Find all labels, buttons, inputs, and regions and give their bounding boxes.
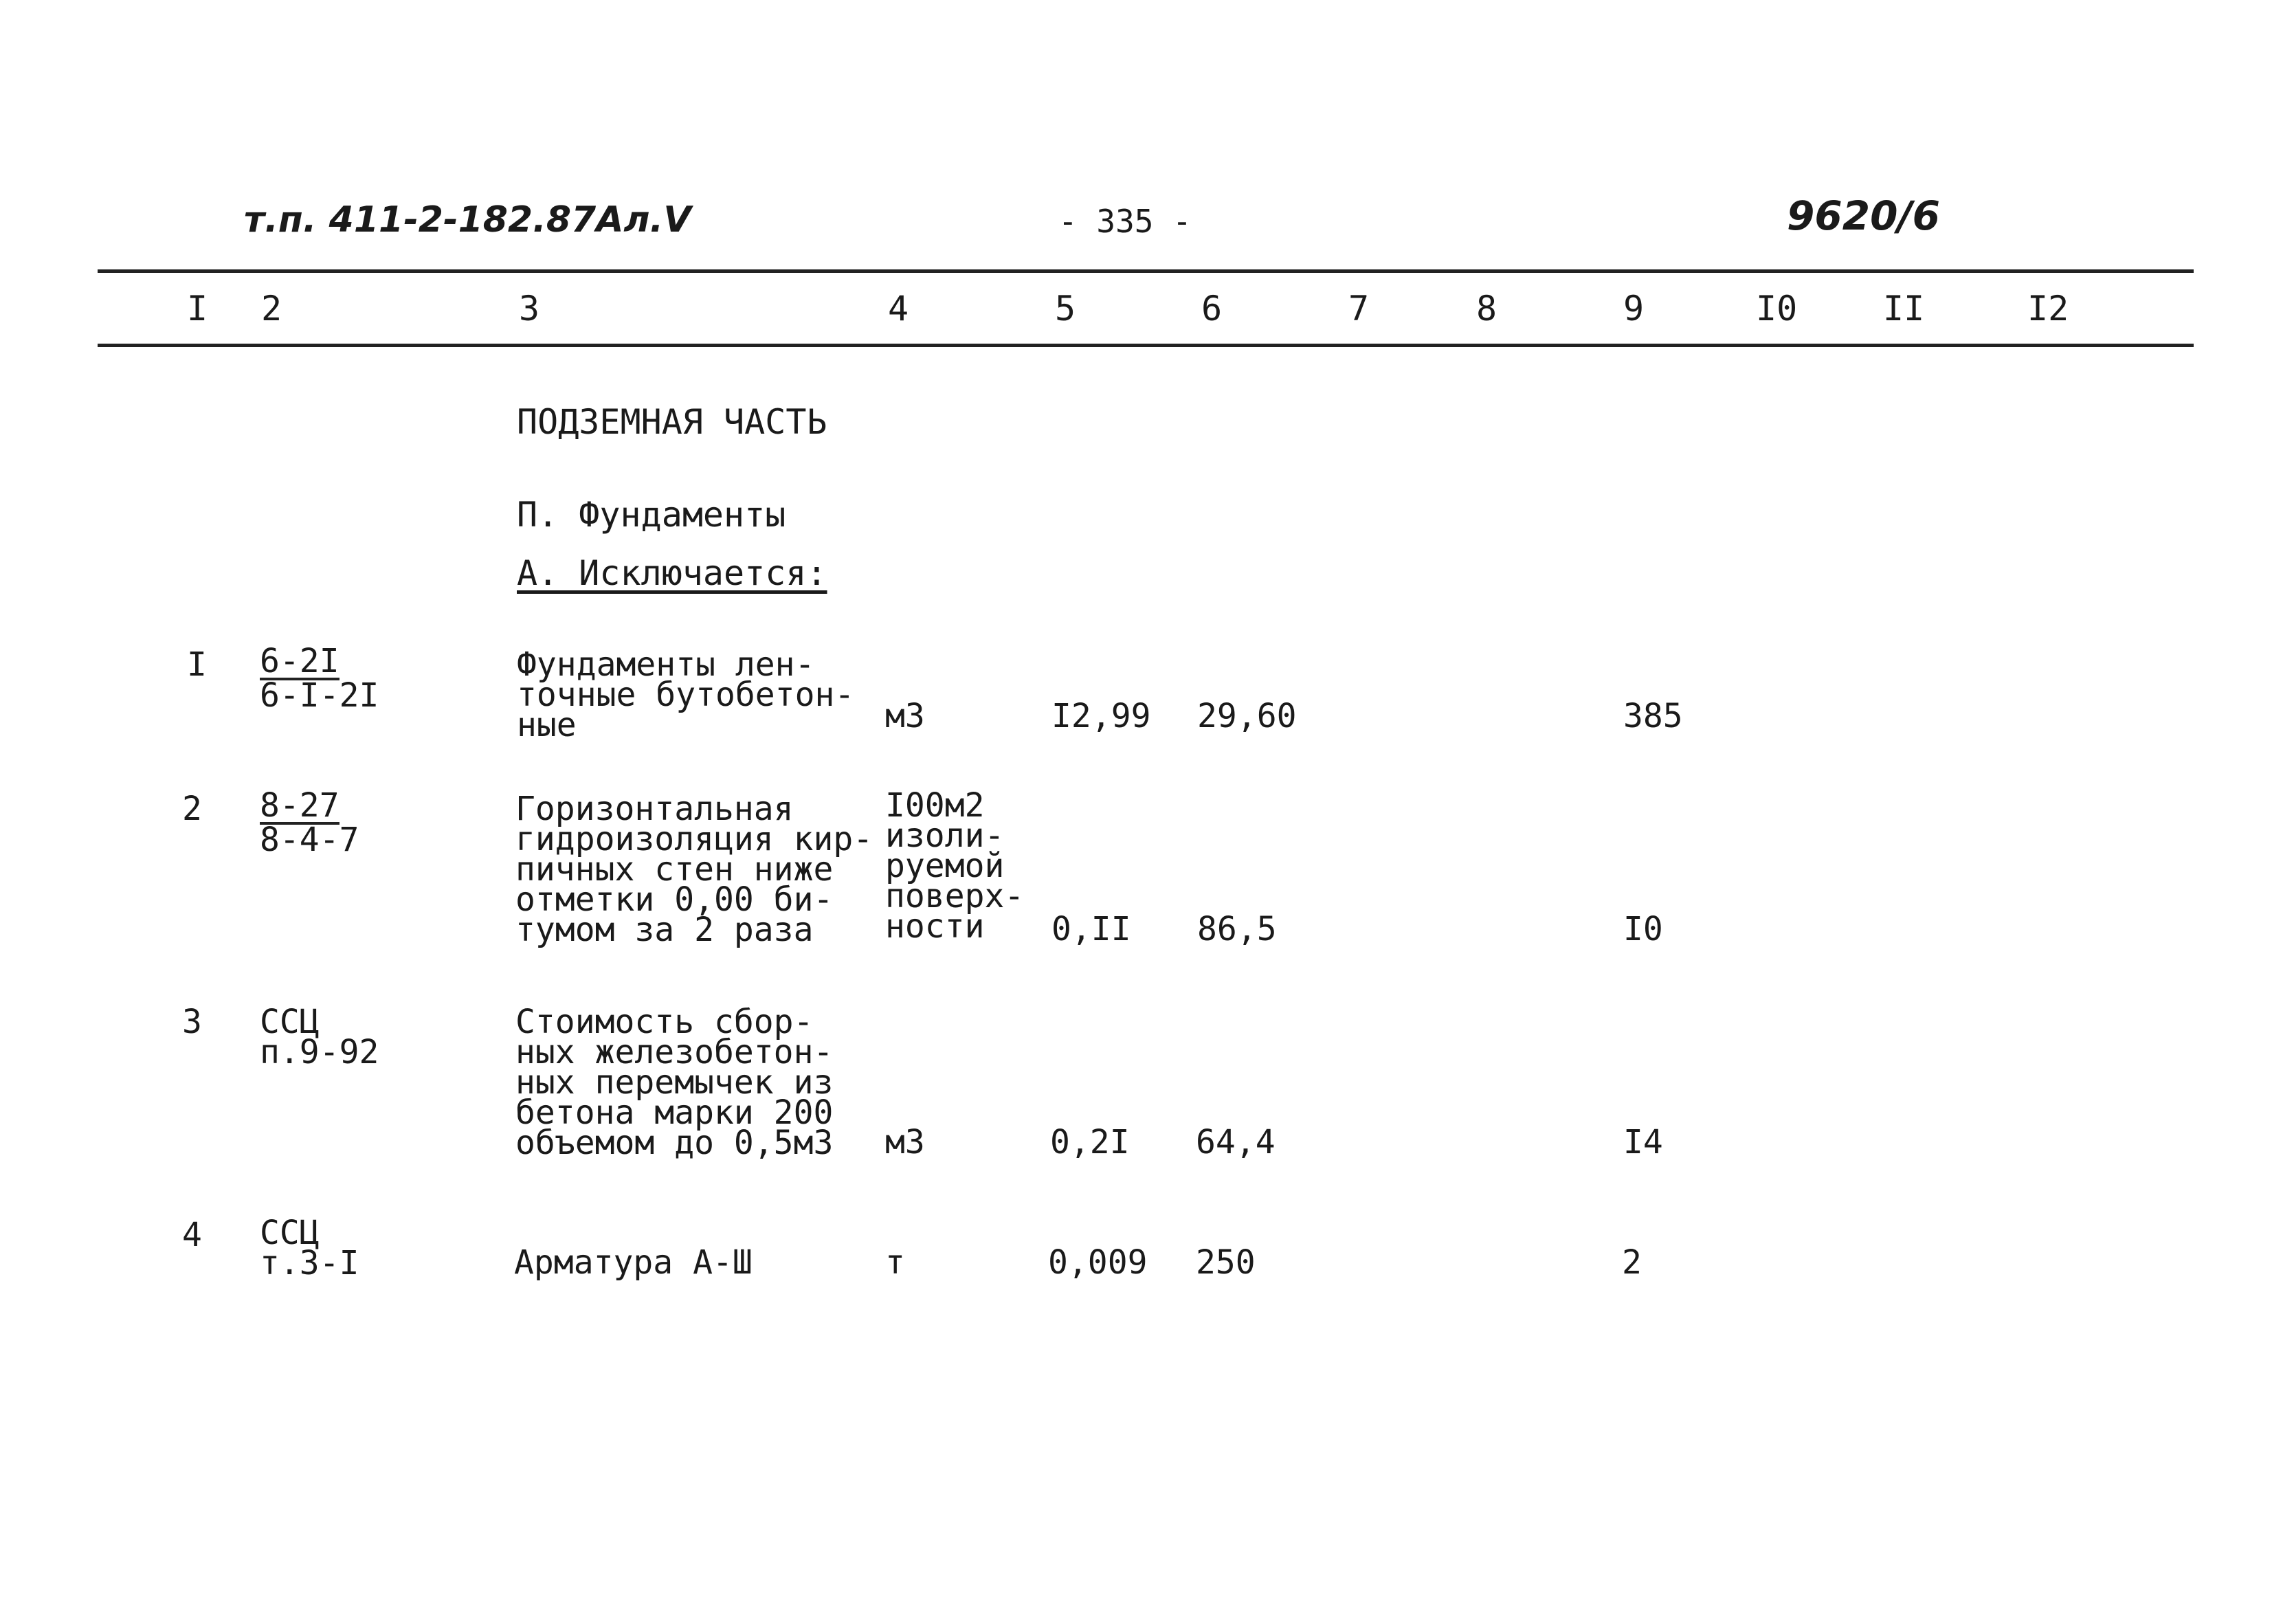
column-header-5: 5	[1055, 289, 1076, 329]
column-header-1: I	[187, 289, 208, 329]
row-4-total: 2	[1622, 1243, 1642, 1282]
row-2-number: 2	[182, 790, 202, 828]
table-header-bottom-rule	[98, 344, 2194, 347]
column-header-9: 9	[1623, 289, 1645, 329]
row-3-code-top: ССЦ	[260, 1003, 320, 1041]
row-2-unit: I00м2 изоли- руемой поверх- ности	[885, 786, 1025, 946]
row-1-code	[260, 642, 379, 715]
archive-number: 9620/6	[1787, 192, 1940, 239]
column-header-11: II	[1883, 289, 1925, 329]
document-reference: т.п. 411-2-182.87Ал.V	[244, 199, 691, 241]
row-3-code-bottom: п.9-92	[260, 1033, 379, 1071]
column-header-10: I0	[1756, 289, 1798, 329]
row-1-total: 385	[1623, 697, 1683, 735]
column-header-4: 4	[888, 289, 909, 329]
page-number: - 335 -	[1058, 203, 1192, 240]
column-header-7: 7	[1348, 289, 1370, 329]
row-3-number: 3	[182, 1003, 202, 1041]
row-4-code-top: ССЦ	[260, 1214, 320, 1252]
row-1-code-bottom: 6-I-2I	[260, 676, 379, 715]
row-2-quantity: 0,II	[1051, 910, 1131, 948]
row-3-unit-price: 64,4	[1196, 1123, 1276, 1161]
clause-title: А. Исключается:	[517, 553, 827, 593]
column-header-2: 2	[261, 289, 282, 329]
row-1-name: Фундаменты лен- точные бутобетон- ные	[517, 645, 855, 744]
row-4-unit: т	[885, 1243, 905, 1282]
row-4-code-bottom: т.3-I	[260, 1244, 359, 1282]
row-1-code-top: 6-2I	[260, 642, 339, 680]
column-header-3: 3	[519, 289, 540, 329]
row-1-unit-price: 29,60	[1197, 697, 1297, 735]
table-top-rule	[98, 269, 2194, 273]
column-header-8: 8	[1476, 289, 1497, 329]
row-1-quantity: I2,99	[1051, 697, 1151, 735]
row-1-number: I	[187, 645, 207, 684]
row-2-code	[260, 786, 359, 859]
row-3-code	[260, 1003, 379, 1071]
row-2-name: Горизонтальная гидроизоляция кир- пичных стен ниже отметки 0,00 би- тумом за 2 раза	[515, 790, 873, 949]
row-1-unit: м3	[885, 697, 925, 735]
row-4-quantity: 0,009	[1048, 1243, 1148, 1282]
row-2-code-top: 8-27	[260, 786, 339, 825]
row-3-unit: м3	[885, 1123, 925, 1161]
row-4-name: Арматура А-Ш	[514, 1243, 753, 1282]
row-2-total: I0	[1623, 910, 1663, 948]
row-2-unit-price: 86,5	[1197, 910, 1277, 948]
part-title: ПОДЗЕМНАЯ ЧАСТЬ	[517, 402, 827, 442]
row-3-name: Стоимость сбор- ных железобетон- ных перемычек из бетона марки 200 объемом до 0,5м3	[515, 1003, 834, 1162]
row-4-code	[260, 1214, 359, 1282]
row-4-number: 4	[182, 1216, 202, 1254]
row-3-total: I4	[1623, 1123, 1663, 1161]
column-header-6: 6	[1201, 289, 1223, 329]
row-4-unit-price: 250	[1196, 1243, 1256, 1282]
row-2-code-bottom: 8-4-7	[260, 821, 359, 859]
subsection-title: П. Фундаменты	[517, 495, 786, 535]
row-3-quantity: 0,2I	[1050, 1123, 1130, 1161]
column-header-12: I2	[2027, 289, 2069, 329]
